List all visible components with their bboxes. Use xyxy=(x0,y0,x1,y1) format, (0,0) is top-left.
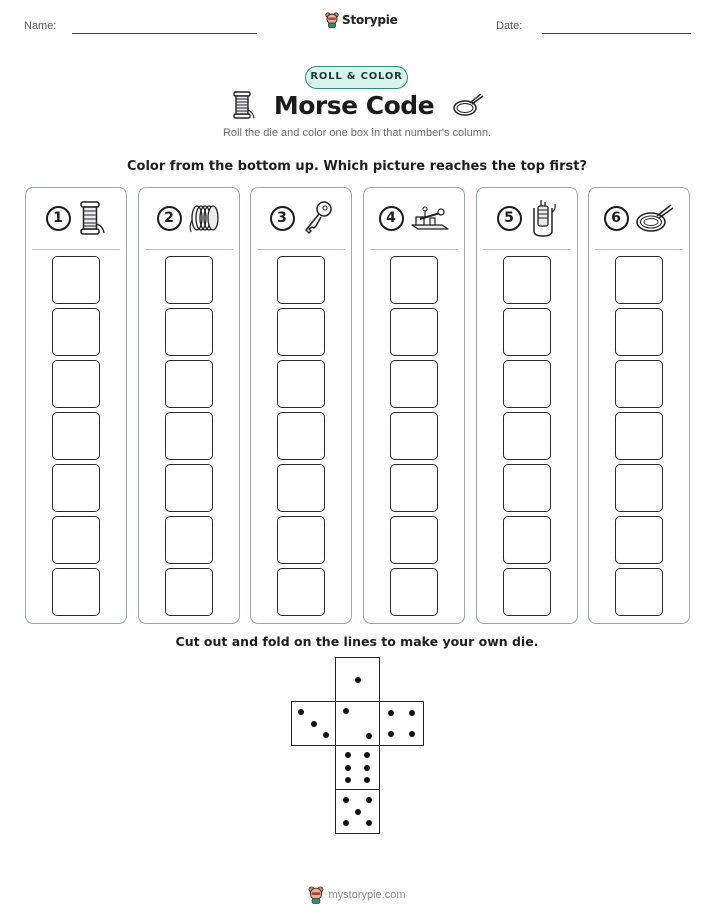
color-box[interactable] xyxy=(615,568,663,616)
color-box[interactable] xyxy=(165,412,213,460)
die-pip xyxy=(388,731,394,737)
column-5 xyxy=(476,187,578,624)
column-number: 5 xyxy=(497,206,522,231)
color-box[interactable] xyxy=(52,516,100,564)
color-box[interactable] xyxy=(390,360,438,408)
die-pip xyxy=(323,732,329,738)
footer-site-link[interactable]: mystorypie.com xyxy=(328,889,406,901)
color-box[interactable] xyxy=(503,256,551,304)
wire-coil-loop-icon xyxy=(452,92,484,118)
color-box[interactable] xyxy=(615,256,663,304)
color-box[interactable] xyxy=(503,516,551,564)
storypie-mascot-icon xyxy=(325,12,339,28)
color-box[interactable] xyxy=(390,256,438,304)
brand-logo xyxy=(325,12,398,28)
column-divider xyxy=(370,249,458,250)
column-number: 6 xyxy=(604,206,629,231)
die-pip xyxy=(366,820,372,826)
color-box[interactable] xyxy=(277,568,325,616)
die-pip xyxy=(343,820,349,826)
instruction: Color from the bottom up. Which picture reaches the top first? xyxy=(127,159,587,174)
column-2 xyxy=(138,187,240,624)
wire-coil-icon xyxy=(188,202,222,234)
color-box[interactable] xyxy=(165,308,213,356)
color-box[interactable] xyxy=(503,568,551,616)
telegraph-key-icon xyxy=(410,203,450,233)
color-box[interactable] xyxy=(615,516,663,564)
color-box[interactable] xyxy=(277,464,325,512)
color-box[interactable] xyxy=(52,464,100,512)
color-box[interactable] xyxy=(52,256,100,304)
die-pip xyxy=(355,809,361,815)
color-box[interactable] xyxy=(615,360,663,408)
page-title: Morse Code xyxy=(273,90,435,120)
column-number: 4 xyxy=(379,206,404,231)
color-box[interactable] xyxy=(390,308,438,356)
color-box[interactable] xyxy=(390,412,438,460)
name-line[interactable] xyxy=(72,33,257,34)
die-face-4[interactable] xyxy=(379,701,424,746)
column-number: 1 xyxy=(46,206,71,231)
die-pip xyxy=(311,721,317,727)
column-number: 3 xyxy=(270,206,295,231)
column-number: 2 xyxy=(157,206,182,231)
column-6 xyxy=(588,187,690,624)
color-box[interactable] xyxy=(503,464,551,512)
column-header xyxy=(477,198,577,238)
column-header xyxy=(251,198,351,238)
die-pip xyxy=(364,777,370,783)
color-box[interactable] xyxy=(165,464,213,512)
column-divider xyxy=(145,249,233,250)
key-icon xyxy=(301,200,333,236)
brand-name: Storypie xyxy=(342,13,398,27)
color-box[interactable] xyxy=(165,516,213,564)
die-face-6[interactable] xyxy=(335,745,380,790)
color-box[interactable] xyxy=(615,412,663,460)
color-box[interactable] xyxy=(503,412,551,460)
die-pip xyxy=(366,733,372,739)
wire-coil-loop-icon xyxy=(635,202,675,234)
column-4 xyxy=(363,187,465,624)
die-pip xyxy=(364,752,370,758)
die-pip xyxy=(343,797,349,803)
column-1 xyxy=(25,187,127,624)
color-box[interactable] xyxy=(615,308,663,356)
color-box[interactable] xyxy=(52,568,100,616)
color-box[interactable] xyxy=(52,360,100,408)
subtitle: Roll the die and color one box in that number's column. xyxy=(222,127,492,139)
column-divider xyxy=(595,249,683,250)
color-box[interactable] xyxy=(277,412,325,460)
column-header xyxy=(364,198,464,238)
die-pip xyxy=(409,731,415,737)
die-instruction: Cut out and fold on the lines to make your own die. xyxy=(175,634,539,649)
color-box[interactable] xyxy=(277,308,325,356)
die-pip xyxy=(345,752,351,758)
date-label: Date: xyxy=(496,20,523,32)
column-header xyxy=(26,198,126,238)
color-box[interactable] xyxy=(165,568,213,616)
die-pip xyxy=(409,710,415,716)
color-box[interactable] xyxy=(277,360,325,408)
color-box[interactable] xyxy=(165,256,213,304)
footer xyxy=(0,886,714,904)
title-row xyxy=(0,90,714,120)
roll-and-color-badge: ROLL & COLOR xyxy=(305,66,408,89)
column-header xyxy=(139,198,239,238)
die-face-3[interactable] xyxy=(291,701,336,746)
color-box[interactable] xyxy=(52,308,100,356)
date-line[interactable] xyxy=(542,33,691,34)
thread-spool-icon xyxy=(230,90,256,120)
die-pip xyxy=(388,710,394,716)
column-3 xyxy=(250,187,352,624)
storypie-mascot-icon xyxy=(308,886,324,904)
name-label: Name: xyxy=(24,20,57,32)
die-pip xyxy=(345,765,351,771)
color-box[interactable] xyxy=(390,464,438,512)
die-pip xyxy=(298,709,304,715)
column-divider xyxy=(483,249,571,250)
color-box[interactable] xyxy=(503,308,551,356)
color-box[interactable] xyxy=(615,464,663,512)
color-box[interactable] xyxy=(390,516,438,564)
die-face-5[interactable] xyxy=(335,789,380,834)
color-box[interactable] xyxy=(503,360,551,408)
die-pip xyxy=(345,777,351,783)
thread-spool-icon xyxy=(77,200,107,236)
column-divider xyxy=(257,249,345,250)
color-box[interactable] xyxy=(277,516,325,564)
die-face-1[interactable] xyxy=(335,657,380,702)
column-header xyxy=(589,198,689,238)
die-pip xyxy=(364,765,370,771)
column-divider xyxy=(32,249,120,250)
die-face-2[interactable] xyxy=(335,701,380,746)
color-box[interactable] xyxy=(277,256,325,304)
battery-jar-icon xyxy=(528,198,558,238)
color-box[interactable] xyxy=(165,360,213,408)
color-box[interactable] xyxy=(52,412,100,460)
die-pip xyxy=(366,797,372,803)
die-pip xyxy=(355,677,361,683)
die-pip xyxy=(343,708,349,714)
color-box[interactable] xyxy=(390,568,438,616)
